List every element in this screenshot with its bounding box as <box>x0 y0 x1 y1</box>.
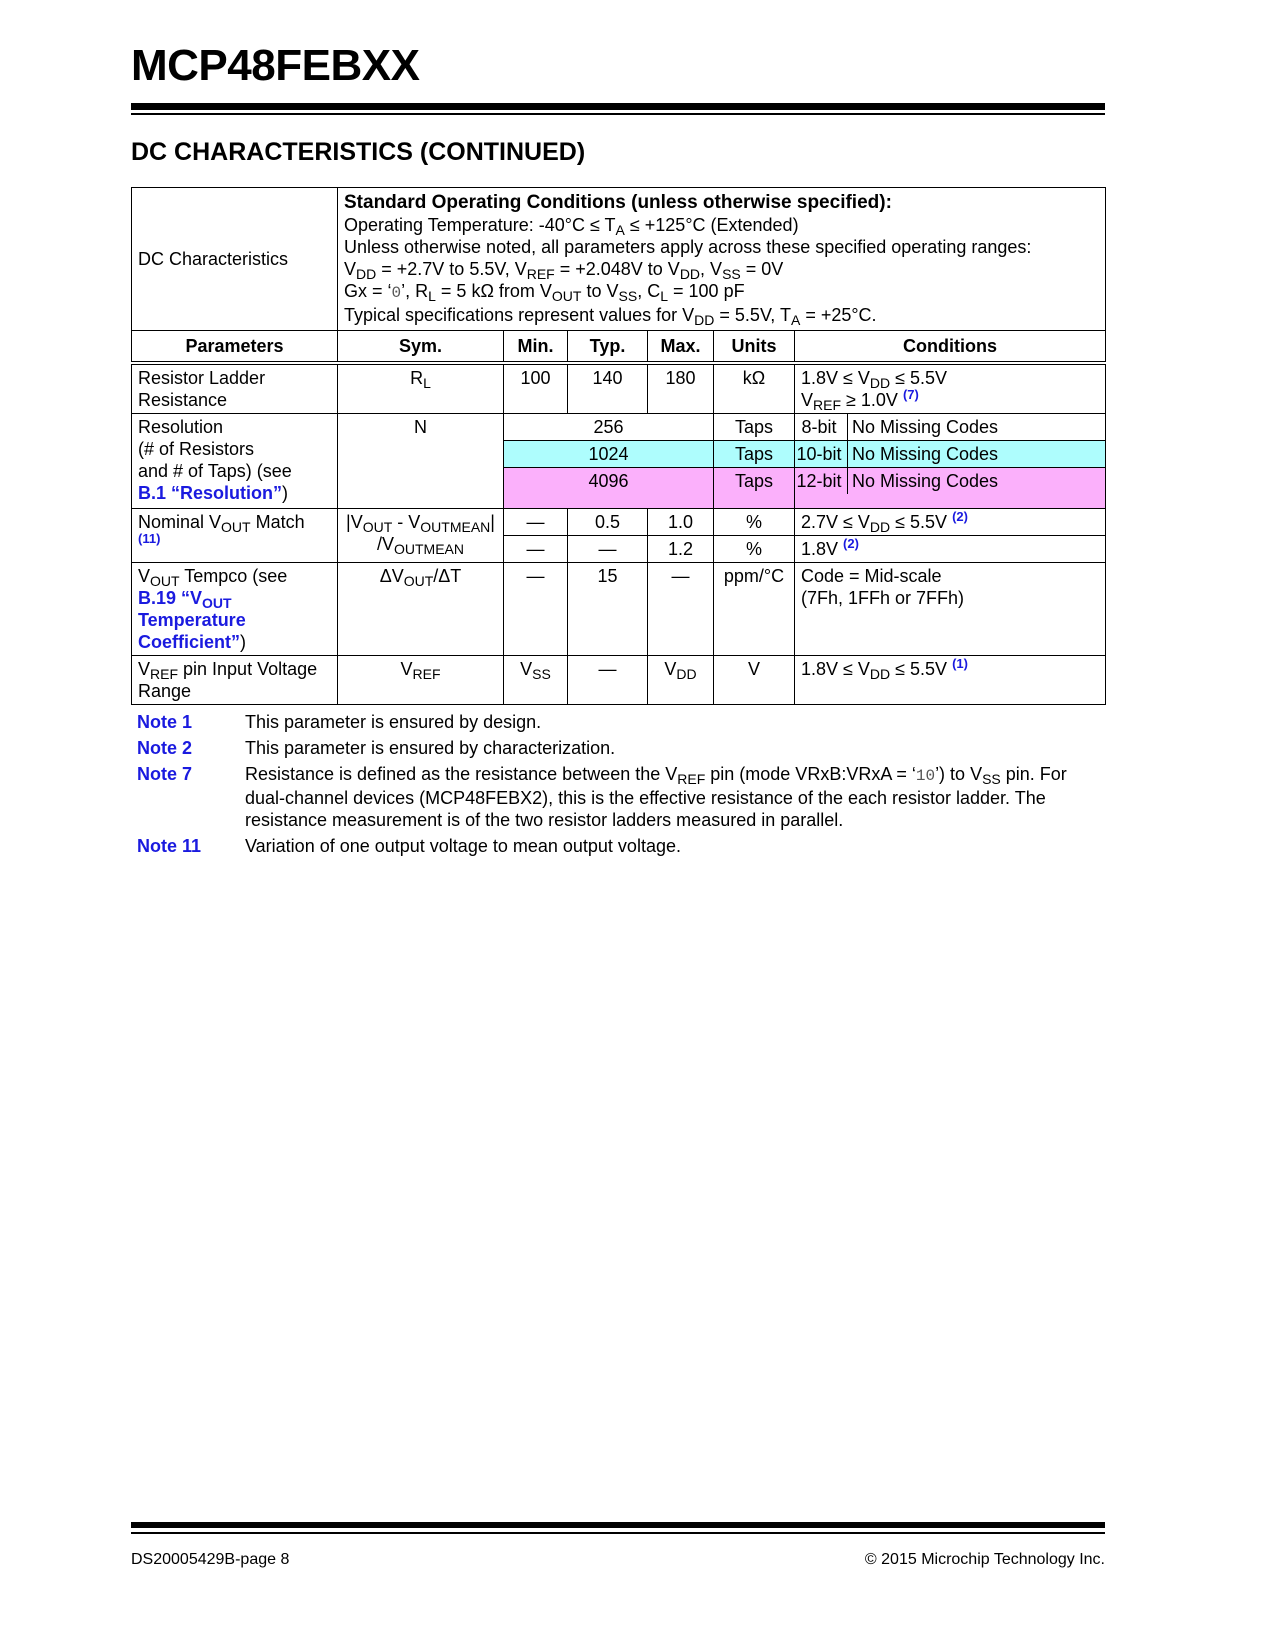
note-label[interactable]: Note 1 <box>137 712 193 732</box>
param-resolution: Resolution (# of Resistors and # of Taps) (see B.1 “Resolution”) <box>132 414 338 509</box>
units-value: % <box>714 509 795 536</box>
max-value: 180 <box>648 363 714 414</box>
conditions-value: 8-bit No Missing Codes <box>795 414 1106 441</box>
units-value: % <box>714 536 795 563</box>
tempco-link[interactable]: B.19 “$V_{OUT}$ Temperature Coefficient” <box>138 588 246 652</box>
conditions-temperature: Operating Temperature: $-40^\circ C \le T_A \le +125^\circ C$ (Extended) <box>344 215 799 238</box>
sym-rl: $R_L$ <box>338 363 504 414</box>
conditions-value: $1.8V \le V_{DD} \le 5.5V$ $V_{REF} \ge 1.0V$ $^{(7)}$ <box>795 363 1106 414</box>
operating-conditions-row <box>132 188 1106 331</box>
table-row <box>132 363 1106 414</box>
note-7 <box>137 763 1097 831</box>
conditions-load: Gx = ‘0’, $R_L = 5$ kΩ from $V_{OUT}$ to $V_{SS}$, $C_L = 100$ pF <box>344 281 745 304</box>
table-row <box>132 563 1106 656</box>
units-value: V <box>714 656 795 705</box>
sym-vout-match: $|V_{OUT} - V_{OUTMEAN}|$ $/V_{OUTMEAN}$ <box>338 509 504 563</box>
typ-value: 0.5 <box>568 509 648 536</box>
conditions-value: 10-bit No Missing Codes <box>795 441 1106 468</box>
max-value: $V_{DD}$ <box>648 656 714 705</box>
conditions-heading: Standard Operating Conditions (unless otherwise specified): <box>344 192 892 213</box>
col-header-sym: Sym. <box>338 331 504 364</box>
header-rule-thick <box>131 103 1105 110</box>
note-ref-link[interactable]: (1) <box>952 656 968 671</box>
table-row <box>132 656 1106 705</box>
sym-vref: $V_{REF}$ <box>338 656 504 705</box>
col-header-min: Min. <box>504 331 568 364</box>
col-header-parameters: Parameters <box>132 331 338 364</box>
max-value: — <box>648 563 714 656</box>
typ-value: 15 <box>568 563 648 656</box>
operating-conditions <box>338 188 1106 331</box>
note-text: This parameter is ensured by characterization. <box>245 738 616 758</box>
note-label[interactable]: Note 2 <box>137 738 193 758</box>
resolution-10bit-value: 1024 <box>504 441 714 468</box>
col-header-units: Units <box>714 331 795 364</box>
section-title: DC CHARACTERISTICS (CONTINUED) <box>131 138 586 166</box>
col-header-max: Max. <box>648 331 714 364</box>
note-ref-link[interactable]: (11) <box>138 531 161 546</box>
dc-characteristics-table <box>131 187 1106 705</box>
typ-value: — <box>568 536 648 563</box>
note-ref-link[interactable]: (7) <box>902 387 919 402</box>
resolution-8bit-value: 256 <box>504 414 714 441</box>
units-value: Taps <box>714 414 795 441</box>
param-resistor-ladder: Resistor Ladder Resistance <box>132 363 338 414</box>
note-11 <box>137 835 1097 857</box>
max-value: 1.0 <box>648 509 714 536</box>
footer-rule-thin <box>131 1532 1105 1534</box>
note-text: This parameter is ensured by design. <box>245 712 542 732</box>
column-header-row <box>132 331 1106 364</box>
col-header-conditions: Conditions <box>795 331 1106 364</box>
conditions-value: 1.8V $^{(2)}$ <box>795 536 1106 563</box>
note-label[interactable]: Note 7 <box>137 764 193 784</box>
footer-doc-id: DS20005429B-page 8 <box>131 1551 290 1568</box>
min-value: $V_{SS}$ <box>504 656 568 705</box>
table-row <box>132 509 1106 536</box>
document-title: MCP48FEBXX <box>131 41 420 90</box>
min-value: — <box>504 536 568 563</box>
conditions-value: Code = Mid-scale (7Fh, 1FFh or 7FFh) <box>795 563 1106 656</box>
conditions-voltages: $V_{DD} = +2.7V$ to 5.5V, $V_{REF} = +2.048V$ to $V_{DD}$, $V_{SS} = 0V$ <box>344 259 784 282</box>
sym-n: N <box>338 414 504 509</box>
units-value: Taps <box>714 468 795 509</box>
note-ref-link[interactable]: (2) <box>843 536 859 551</box>
resolution-link[interactable]: B.1 “Resolution” <box>138 483 283 503</box>
note-text: Resistance is defined as the resistance between the $V_{REF}$ pin (mode VRxB:VRxA = ‘10’) to $V_{SS}$ pin. For dual-channel devices (MCP48FEBX2), this is the effective resistance of the each resistor ladder. The resistance measurement is of the two resistor ladders measured in parallel. <box>245 764 1067 830</box>
param-vout-match: Nominal $V_{OUT}$ Match $^{(11)}$ <box>132 509 338 563</box>
units-value: Taps <box>714 441 795 468</box>
param-vout-tempco: $V_{OUT}$ Tempco (see B.19 “$V_{OUT}$ Temperature Coefficient”) <box>132 563 338 656</box>
col-header-typ: Typ. <box>568 331 648 364</box>
note-2 <box>137 737 1097 759</box>
note-label[interactable]: Note 11 <box>137 836 202 856</box>
footer-copyright: © 2015 Microchip Technology Inc. <box>864 1551 1105 1568</box>
typ-value: 140 <box>568 363 648 414</box>
note-1 <box>137 711 1097 733</box>
typ-value: — <box>568 656 648 705</box>
conditions-value: $2.7V \le V_{DD} \le 5.5V$ $^{(2)}$ <box>795 509 1106 536</box>
note-ref-link[interactable]: (2) <box>952 509 968 524</box>
footer-rule-thick <box>131 1522 1105 1528</box>
min-value: — <box>504 509 568 536</box>
table-row <box>132 414 1106 441</box>
units-value: kΩ <box>714 363 795 414</box>
min-value: 100 <box>504 363 568 414</box>
conditions-note: Unless otherwise noted, all parameters apply across these specified operating ranges: <box>344 237 1032 257</box>
min-value: — <box>504 563 568 656</box>
sym-tempco: $\Delta V_{OUT}/\Delta T$ <box>338 563 504 656</box>
header-rule-thin <box>131 113 1105 115</box>
conditions-typical: Typical specifications represent values for $V_{DD} = 5.5V$, $T_A = +25^\circ C$. <box>344 305 877 328</box>
max-value: 1.2 <box>648 536 714 563</box>
note-text: Variation of one output voltage to mean output voltage. <box>245 836 681 856</box>
notes-section <box>137 711 1097 861</box>
units-value: ppm/°C <box>714 563 795 656</box>
param-vref-range: $V_{REF}$ pin Input Voltage Range <box>132 656 338 705</box>
dc-characteristics-label: DC Characteristics <box>132 188 338 331</box>
conditions-value: 12-bit No Missing Codes <box>795 468 1106 509</box>
resolution-12bit-value: 4096 <box>504 468 714 509</box>
conditions-value: $1.8V \le V_{DD} \le 5.5V$ $^{(1)}$ <box>795 656 1106 705</box>
